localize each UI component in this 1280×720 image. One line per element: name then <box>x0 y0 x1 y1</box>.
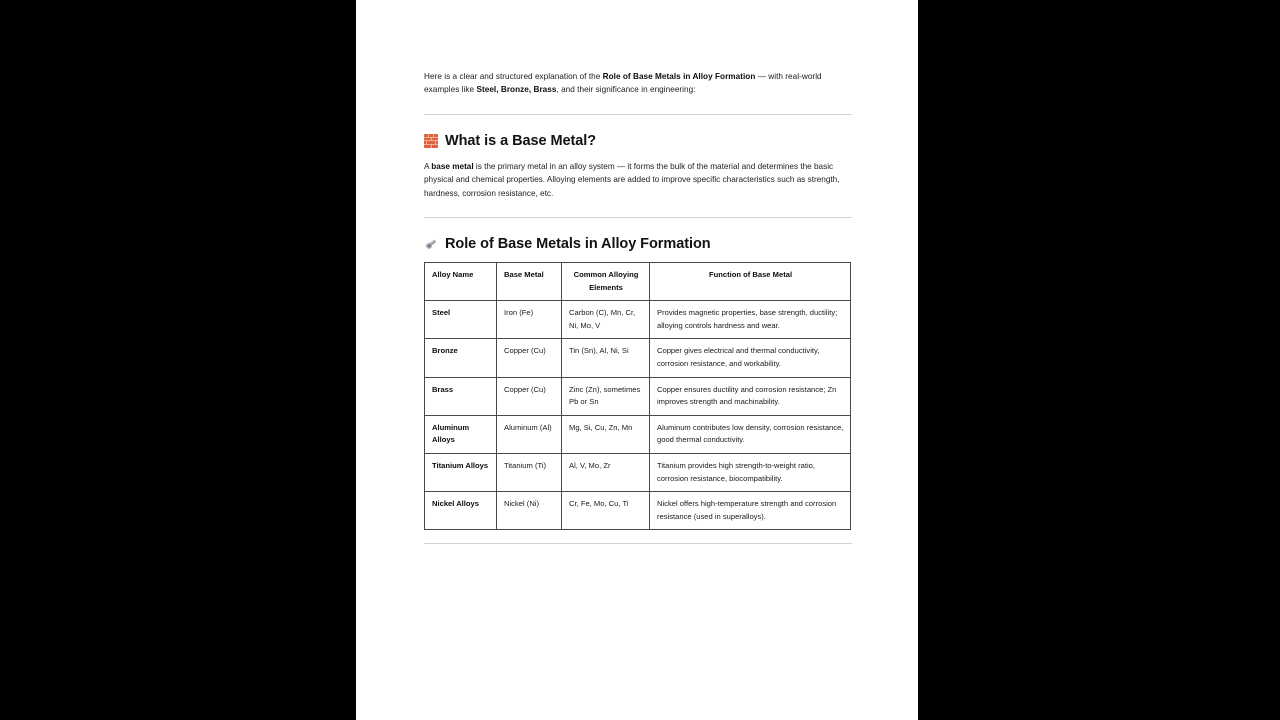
table-row <box>425 377 851 415</box>
base-metal-paragraph <box>424 160 852 200</box>
cell-elements: Mg, Si, Cu, Zn, Mn <box>562 415 650 453</box>
section-heading-role <box>424 236 852 252</box>
cell-function: Copper gives electrical and thermal conductivity, corrosion resistance, and workability. <box>650 339 851 377</box>
cell-function: Copper ensures ductility and corrosion resistance; Zn improves strength and machinability. <box>650 377 851 415</box>
cell-alloy-name: Aluminum Alloys <box>425 415 497 453</box>
cell-alloy-name: Nickel Alloys <box>425 492 497 530</box>
cell-function: Nickel offers high-temperature strength and corrosion resistance (used in superalloys). <box>650 492 851 530</box>
section-heading-base-metal <box>424 133 852 149</box>
nut-and-bolt-icon <box>424 237 438 251</box>
document-content <box>424 70 852 544</box>
table-row <box>425 453 851 491</box>
cell-elements: Al, V, Mo, Zr <box>562 453 650 491</box>
cell-elements: Carbon (C), Mn, Cr, Ni, Mo, V <box>562 301 650 339</box>
intro-bold-examples: Steel, Bronze, Brass <box>476 85 557 95</box>
cell-base-metal: Titanium (Ti) <box>497 453 562 491</box>
intro-prefix: Here is a clear and structured explanation of the <box>424 72 603 81</box>
intro-middle: — with real-world examples like <box>424 72 822 95</box>
brick-icon <box>424 134 438 148</box>
cell-base-metal: Nickel (Ni) <box>497 492 562 530</box>
divider-middle <box>424 217 852 218</box>
cell-alloy-name: Titanium Alloys <box>425 453 497 491</box>
divider-top <box>424 114 852 115</box>
base-metal-suffix: is the primary metal in an alloy system — it forms the bulk of the material and determines the basic physical and chemical properties. Alloying elements are added to improve specific characteristics such as strength, hardness, corrosion resistance, etc. <box>424 161 840 198</box>
cell-function: Titanium provides high strength-to-weight ratio, corrosion resistance, biocompatibility. <box>650 453 851 491</box>
table-header-row <box>425 263 851 301</box>
cell-base-metal: Iron (Fe) <box>497 301 562 339</box>
column-header-base-metal: Base Metal <box>497 263 562 301</box>
table-row <box>425 339 851 377</box>
cell-base-metal: Aluminum (Al) <box>497 415 562 453</box>
table-row <box>425 301 851 339</box>
table-row <box>425 415 851 453</box>
cell-base-metal: Copper (Cu) <box>497 377 562 415</box>
base-metal-prefix: A <box>424 161 432 171</box>
column-header-common-alloying-elements: Common Alloying Elements <box>562 263 650 301</box>
column-header-function-of-base-metal: Function of Base Metal <box>650 263 851 301</box>
base-metal-bold: base metal <box>431 161 474 171</box>
cell-alloy-name: Brass <box>425 377 497 415</box>
cell-base-metal: Copper (Cu) <box>497 339 562 377</box>
cell-alloy-name: Bronze <box>425 339 497 377</box>
document-page <box>356 0 918 720</box>
heading-role-of-base-metals: Role of Base Metals in Alloy Formation <box>445 236 711 253</box>
alloy-table <box>424 262 851 530</box>
intro-suffix: , and their significance in engineering: <box>556 85 696 95</box>
heading-what-is-a-base-metal: What is a Base Metal? <box>445 132 597 149</box>
cell-function: Provides magnetic properties, base strength, ductility; alloying controls hardness and wear. <box>650 301 851 339</box>
cell-elements: Cr, Fe, Mo, Cu, Ti <box>562 492 650 530</box>
divider-bottom <box>424 543 852 544</box>
intro-paragraph <box>424 70 852 97</box>
column-header-alloy-name: Alloy Name <box>425 263 497 301</box>
cell-function: Aluminum contributes low density, corrosion resistance, good thermal conductivity. <box>650 415 851 453</box>
intro-bold-topic: Role of Base Metals in Alloy Formation <box>602 72 756 81</box>
cell-elements: Zinc (Zn), sometimes Pb or Sn <box>562 377 650 415</box>
table-row <box>425 492 851 530</box>
cell-elements: Tin (Sn), Al, Ni, Si <box>562 339 650 377</box>
cell-alloy-name: Steel <box>425 301 497 339</box>
